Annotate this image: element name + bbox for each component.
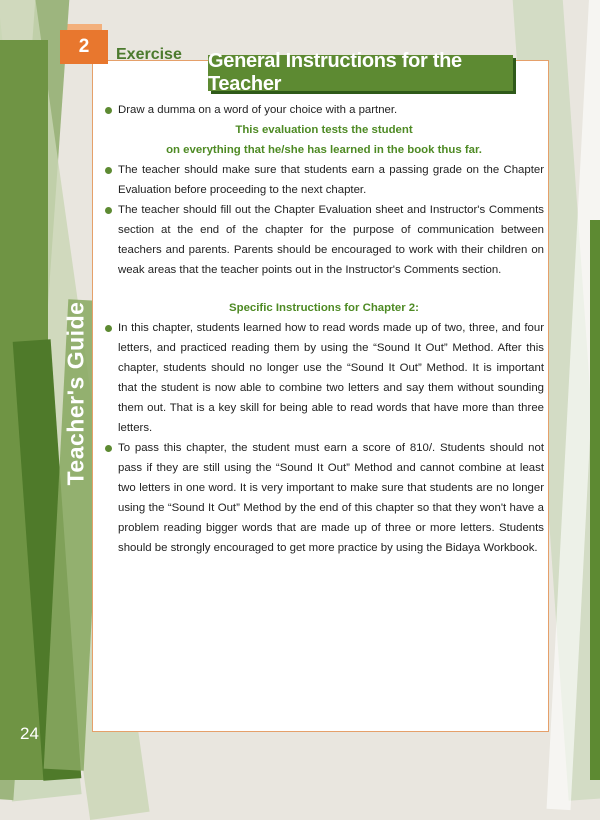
bullet-item (104, 100, 544, 120)
bullet-dot-icon (105, 445, 112, 452)
bullet-dot-icon (105, 107, 112, 114)
bullet-item (104, 318, 544, 438)
bullet-text: The teacher should make sure that students earn a passing grade on the Chapter Evaluation before proceeding to the next chapter. (118, 164, 544, 196)
decorative-stripe (590, 220, 600, 780)
exercise-label: Exercise (116, 46, 182, 63)
bullet-item (104, 438, 544, 558)
bullet-item (104, 160, 544, 200)
page-number: 24 (20, 724, 39, 743)
sidebar-title: Teacher's Guide (62, 301, 89, 486)
bullet-text: In this chapter, students learned how to read words made up of two, three, and four letters, and practiced reading them by using the “Sound It Out” Method. After this chapter, students should no longer use the “Sound It Out” Method. It is important that the student is now able to combine two letters and say them without sounding them out. That is a key skill for being able to read words that have more than three letters. (118, 322, 544, 434)
bullet-text: To pass this chapter, the student must earn a score of 810/. Students should not pass if they are still using the “Sound It Out” Method and cannot combine at least two letters in one word. It is very important to make sure that students are no longer using the “Sound It Out” Method by the end of this chapter so that they won't have a problem reading bigger words that are made up of three or more letters. Students should be strongly encouraged to get more practice by using the Bidaya Workbook. (118, 442, 544, 554)
bullet-dot-icon (105, 325, 112, 332)
highlight-line: on everything that he/she has learned in the book thus far. (166, 144, 482, 156)
bullet-dot-icon (105, 207, 112, 214)
section-heading: Specific Instructions for Chapter 2: (229, 302, 419, 314)
page-title: General Instructions for the Teacher (208, 55, 513, 91)
chapter-number-badge: 2 (60, 30, 108, 64)
bullet-text: Draw a dumma on a word of your choice with a partner. (118, 104, 398, 116)
bullet-text: The teacher should fill out the Chapter Evaluation sheet and Instructor's Comments section at the end of the chapter for the purpose of communication between teachers and parents. Parents should be encouraged to work with their children on weak areas that the teacher points out in the Instructor's Comments section. (118, 204, 544, 276)
bullet-dot-icon (105, 167, 112, 174)
instructions-body (104, 100, 544, 558)
bullet-item (104, 200, 544, 280)
highlight-line: This evaluation tests the student (235, 124, 413, 136)
